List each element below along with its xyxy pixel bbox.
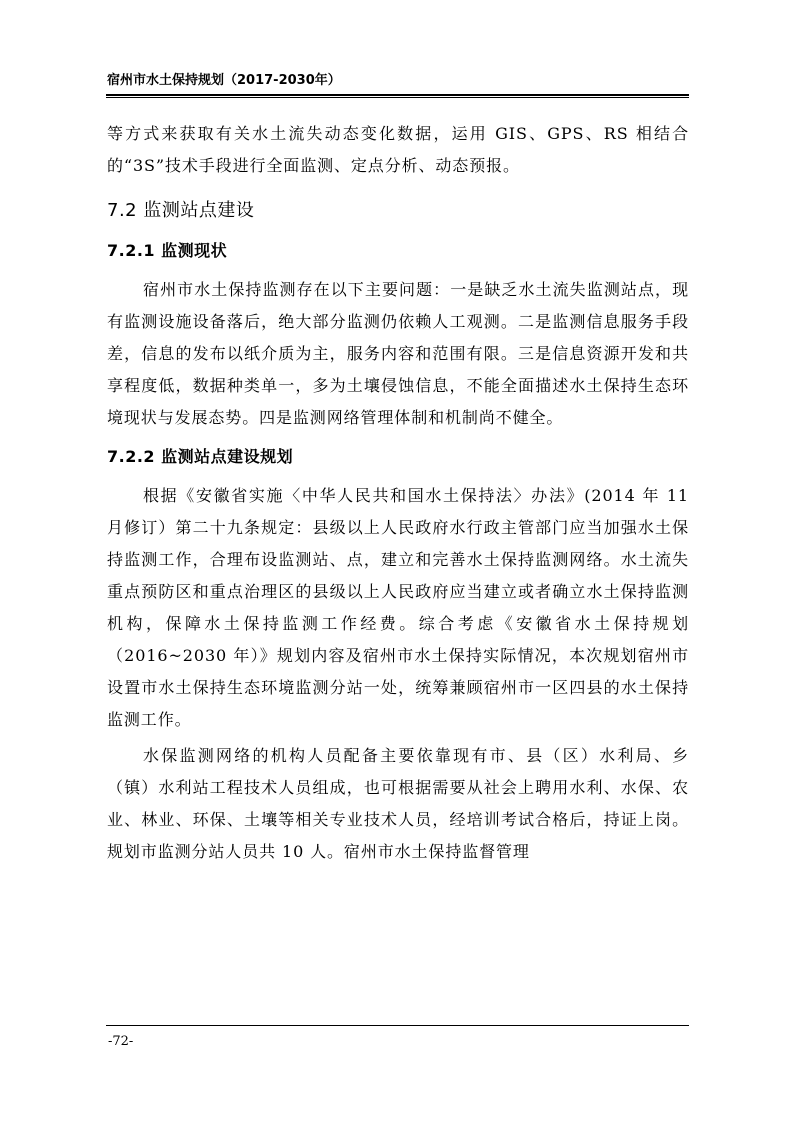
footer-rule — [106, 1025, 689, 1026]
section-heading-7-2: 7.2 监测站点建设 — [107, 200, 255, 221]
section-heading-7-2-2: 7.2.2 监测站点建设规划 — [107, 447, 294, 466]
paragraph-monitoring-status: 宿州市水土保持监测存在以下主要问题：一是缺乏水土流失监测站点，现有监测设施设备落后，绝大部分监测仍依赖人工观测。二是监测信息服务手段差，信息的发布以纸介质为主，服务内容和范围有限。三是信息资源开发和共享程度低，数据种类单一，多为土壤侵蚀信息，不能全面描述水土保持生态环境现状与发展态势。四是监测网络管理体制和机制尚不健全。 — [107, 280, 689, 427]
continuation-paragraph: 等方式来获取有关水土流失动态变化数据，运用 GIS、GPS、RS 相结合的“3S”技术手段进行全面监测、定点分析、动态预报。 — [107, 124, 689, 175]
page-number: -72- — [108, 1034, 134, 1049]
page-body — [107, 118, 689, 868]
section-heading-7-2-1: 7.2.1 监测现状 — [107, 241, 228, 260]
header-rule — [106, 94, 689, 98]
running-header: 宿州市水土保持规划（2017-2030年） — [107, 73, 341, 88]
paragraph-staffing: 水保监测网络的机构人员配备主要依靠现有市、县（区）水利局、乡（镇）水利站工程技术人员组成，也可根据需要从社会上聘用水利、水保、农业、林业、环保、土壤等相关专业技术人员，经培训考试合格后，持证上岗。规划市监测分站人员共 10 人。宿州市水土保持监督管理 — [107, 746, 689, 861]
paragraph-station-plan: 根据《安徽省实施〈中华人民共和国水土保持法〉办法》(2014 年 11 月修订）第二十九条规定：县级以上人民政府水行政主管部门应当加强水土保持监测工作，合理布设监测站、点，建立和完善水土保持监测网络。水土流失重点预防区和重点治理区的县级以上人民政府应当建立或者确立水土保持监测机构，保障水土保持监测工作经费。综合考虑《安徽省水土保持规划（2016~2030 年）》规划内容及宿州市水土保持实际情况，本次规划宿州市设置市水土保持生态环境监测分站一处，统筹兼顾宿州市一区四县的水土保持监测工作。 — [107, 486, 689, 729]
